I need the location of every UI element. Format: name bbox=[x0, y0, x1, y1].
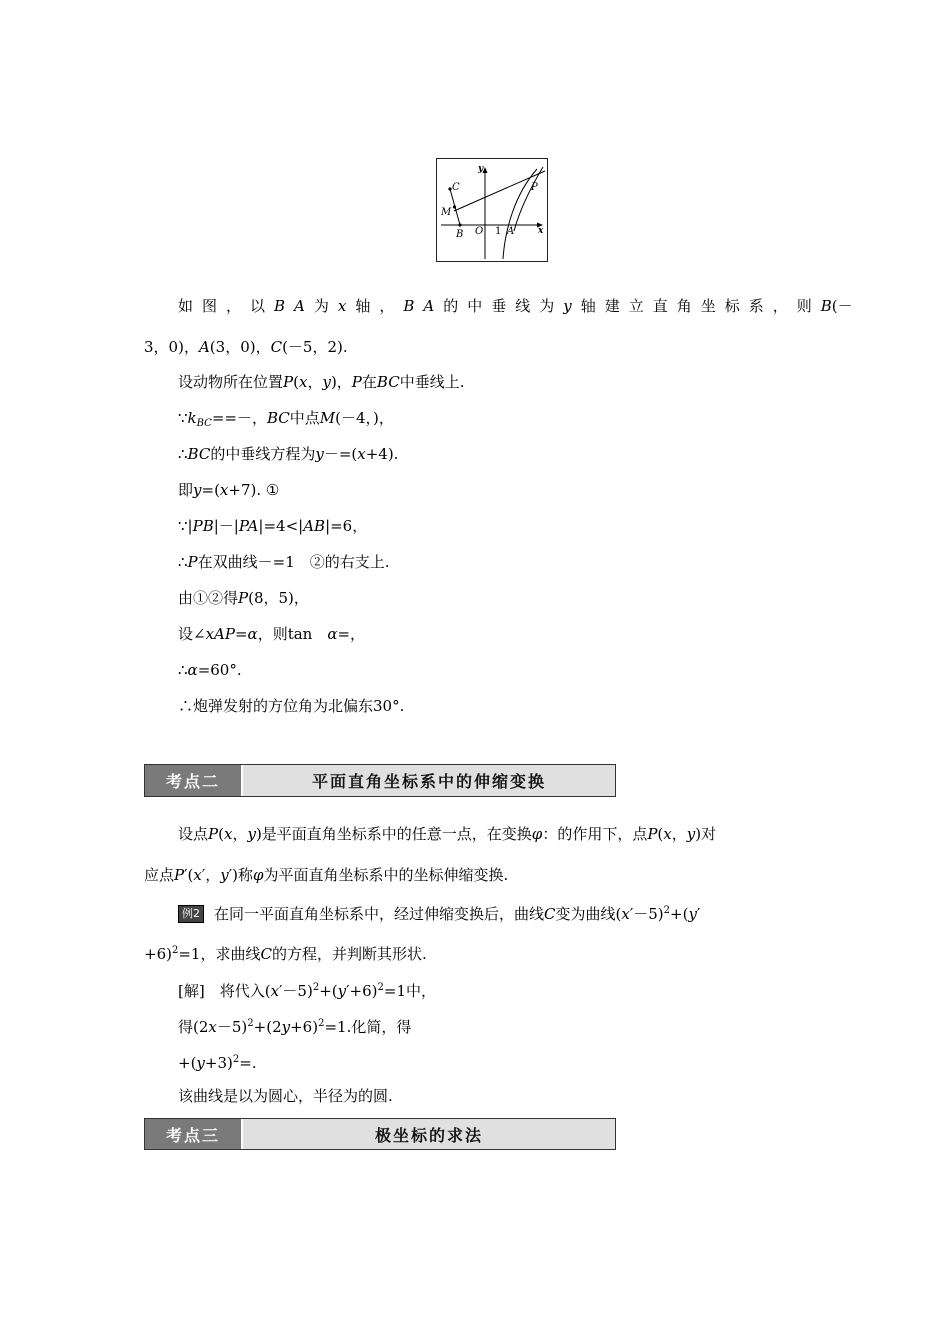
section-title: 极坐标的求法 bbox=[374, 1125, 483, 1145]
example2-line-3: [解] 将代入$(x'-5)^2+(y'+6)^2=1$中， bbox=[178, 982, 436, 1000]
solution-line-11: ∴α=60°. bbox=[178, 661, 242, 679]
section2-line-2: 应点P′(x′，y′)称φ为平面直角坐标系中的坐标伸缩变换. bbox=[144, 866, 509, 884]
solution-line-3: 设动物所在位置P(x，y)，P在BC中垂线上. bbox=[178, 373, 465, 391]
label-x: x bbox=[538, 226, 544, 236]
solution-line-8: ∴P在双曲线－=1 ②的右支上. bbox=[178, 553, 390, 571]
figure-svg bbox=[437, 159, 549, 263]
example2-line-4: 得$(2x-5)^2+(2y+6)^2=1$.化简，得 bbox=[178, 1018, 412, 1036]
solution-line-4: $\because k_{BC}==-$，BC中点M(－4，)， bbox=[178, 409, 394, 429]
label-one: 1 bbox=[495, 226, 502, 237]
solution-line-10: 设∠xAP=α，则tan α=， bbox=[178, 625, 366, 643]
example2-line-5: $+(y+3)^2=$. bbox=[178, 1054, 257, 1072]
label-b: B bbox=[456, 229, 464, 240]
y-axis-arrow bbox=[483, 167, 488, 173]
point-b bbox=[458, 223, 461, 226]
example2-line-1: 例2 在同一平面直角坐标系中，经过伸缩变换后，曲线C变为曲线$(x'-5)^2+(y'$ bbox=[178, 901, 700, 924]
label-o: O bbox=[475, 226, 484, 237]
label-a: A bbox=[507, 226, 515, 237]
point-m bbox=[453, 205, 456, 208]
solution-line-5: ∴BC的中垂线方程为y－=(x+4). bbox=[178, 445, 399, 463]
solution-line-9: 由①②得P(8，5)， bbox=[178, 589, 309, 607]
section2-line-1: 设点P(x，y)是平面直角坐标系中的任意一点，在变换φ：的作用下，点P(x，y)对 bbox=[178, 825, 717, 843]
section-tag: 考点二 bbox=[145, 765, 243, 796]
solution-line-12: ∴炮弹发射的方位角为北偏东30°. bbox=[178, 697, 405, 715]
label-m: M bbox=[441, 207, 452, 218]
solution-line-7: ∵|PB|－|PA|=4<|AB|=6， bbox=[178, 517, 368, 535]
section-header-3 bbox=[144, 1118, 616, 1150]
coordinate-figure bbox=[436, 158, 548, 262]
solution-line-6: 即y=(x+7). ① bbox=[178, 481, 280, 499]
label-c: C bbox=[452, 182, 460, 193]
section-title: 平面直角坐标系中的伸缩变换 bbox=[311, 772, 546, 791]
section-header-2 bbox=[144, 764, 616, 797]
solution-line-1: 如图，以BA为x轴，BA的中垂线为y轴建立直角坐标系，则B(－ bbox=[178, 297, 853, 315]
example2-line-6: 该曲线是以为圆心，半径为的圆. bbox=[178, 1087, 393, 1105]
label-y: y bbox=[478, 164, 484, 174]
hyperbola-right-curve bbox=[514, 167, 543, 231]
section-tag: 考点三 bbox=[145, 1119, 243, 1149]
example2-line-2: +6)$^2$=1，求曲线C的方程，并判断其形状. bbox=[144, 945, 427, 963]
example-tag: 例2 bbox=[178, 905, 204, 923]
solution-line-2: 3，0)，A(3，0)，C(－5，2). bbox=[144, 338, 348, 356]
label-p: P bbox=[531, 182, 538, 193]
